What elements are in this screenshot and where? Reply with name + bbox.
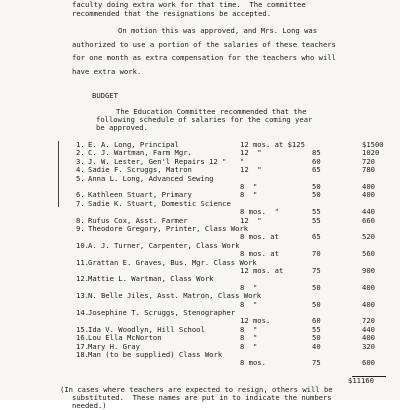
row-term: " (240, 156, 245, 166)
intro-line-4: authorized to use a portion of the salaries of these teachers (72, 40, 336, 49)
intro-line-5: for one month as extra compensation for the teachers who will (72, 53, 336, 62)
row-amount: 440 (362, 207, 375, 217)
row-number: 17. (76, 341, 89, 351)
row-rate: 65 (312, 232, 321, 242)
footnote-line-3: needed.) (72, 401, 107, 410)
row-amount: 660 (362, 215, 375, 225)
intro-line-1: faculty doing extra work for that time. The committee (72, 0, 306, 9)
budget-heading: BUDGET (92, 91, 118, 100)
row-number: 15. (76, 324, 89, 334)
row-amount: 780 (362, 165, 375, 175)
row-name: Ida V. Woodlyn, Hill School (88, 324, 205, 334)
row-number: 10. (76, 240, 89, 250)
margin-bracket (58, 141, 59, 207)
row-rate: 50 (312, 282, 321, 292)
row-term: 8 " (240, 333, 258, 343)
row-number: 8. (76, 215, 85, 225)
footnote-line-1: (In cases where teachers are expected to resign, others will be (60, 385, 333, 394)
row-name: Sadie F. Scruggs, Matron (88, 165, 192, 175)
row-rate: 70 (312, 249, 321, 259)
row-name: Anna L. Long, Advanced Sewing (88, 173, 214, 183)
row-name: Grattan E. Graves, Bus. Mgr. Class Work (88, 257, 257, 267)
row-term: 8 " (240, 341, 258, 351)
row-term: 12 mos. at (240, 266, 284, 275)
row-amount: 400 (362, 333, 375, 343)
row-term: 12 mos. (240, 316, 271, 326)
row-term: 8 " (240, 190, 258, 200)
row-number: 6. (76, 190, 85, 200)
row-term: 8 " (240, 282, 258, 292)
row-term: 8 mos. at (240, 249, 279, 259)
row-name: E. A. Long, Principal (88, 140, 179, 149)
row-name: N. Belle Jiles, Asst. Matron, Class Work (88, 291, 262, 301)
row-term: 8 mos. " (240, 207, 279, 217)
row-rate: 50 (312, 333, 321, 343)
row-rate: 75 (312, 266, 321, 275)
row-rate: 60 (312, 316, 321, 326)
row-name: A. J. Turner, Carpenter, Class Work (88, 240, 240, 250)
row-amount: 900 (362, 266, 375, 275)
row-term: 12 " (240, 148, 262, 158)
row-term: 8 " (240, 324, 258, 334)
row-rate: 75 (312, 358, 321, 368)
row-rate: 55 (312, 324, 321, 334)
row-amount: 400 (362, 190, 375, 200)
row-number: 13. (76, 291, 89, 301)
row-name: Mary H. Gray (88, 341, 140, 351)
row-number: 1. (76, 140, 85, 149)
budget-desc-1: The Education Committee recommended that the (116, 107, 307, 116)
row-amount: $1500 (362, 140, 384, 149)
row-number: 3. (76, 156, 85, 166)
row-amount: 400 (362, 299, 375, 309)
row-name: Mattie L. Wartman, Class Work (88, 274, 214, 284)
row-term: 12 " (240, 165, 262, 175)
row-rate: 40 (312, 341, 321, 351)
row-number: 14. (76, 308, 89, 317)
row-rate: 50 (312, 190, 321, 200)
row-name: Theodore Gregory, Printer, Class Work (88, 224, 249, 233)
row-amount: 400 (362, 282, 375, 292)
total-amount: $11160 (348, 376, 374, 385)
row-number: 5. (76, 173, 85, 183)
row-term: 12 " (240, 215, 262, 225)
row-amount: 560 (362, 249, 375, 259)
row-term: 8 mos. at (240, 232, 279, 242)
intro-line-3: On motion this was approved, and Mrs. Long was (118, 26, 318, 35)
row-number: 12. (76, 274, 89, 284)
row-rate: 50 (312, 299, 321, 309)
row-amount: 520 (362, 232, 375, 242)
row-name: J. W. Lester, Gen'l Repairs 12 " (88, 156, 227, 166)
row-rate: 55 (312, 207, 321, 217)
row-name: Kathleen Stuart, Primary (88, 190, 192, 200)
footnote-line-2: substituted. These names are put in to indicate the numbers (72, 393, 332, 402)
row-amount: 1020 (362, 148, 380, 158)
budget-desc-2: following schedule of salaries for the coming year (96, 115, 313, 124)
row-number: 11. (76, 257, 89, 267)
row-number: 18. (76, 350, 89, 359)
row-name: C. J. Wartman, Farm Mgr. (88, 148, 192, 158)
row-rate: 65 (312, 165, 321, 175)
row-term: 12 mos. at $125 (240, 140, 305, 149)
row-rate: 60 (312, 156, 321, 166)
row-amount: 720 (362, 156, 375, 166)
row-amount: 600 (362, 358, 375, 368)
row-rate: 85 (312, 148, 321, 158)
row-name: Lou Ella McNorton (88, 333, 162, 343)
row-name: Josephine T. Scruggs, Stenographer (88, 308, 236, 317)
row-amount: 440 (362, 324, 375, 334)
row-name: Man (to be supplied) Class Work (88, 350, 223, 359)
row-number: 2. (76, 148, 85, 158)
row-term: 8 mos. (240, 358, 266, 368)
row-amount: 720 (362, 316, 375, 326)
intro-line-2: recommended that the resignations be accepted. (72, 9, 272, 18)
row-rate: 50 (312, 182, 321, 191)
row-amount: 320 (362, 341, 375, 351)
row-term: 8 " (240, 182, 258, 191)
row-number: 16. (76, 333, 89, 343)
intro-line-6: have extra work. (72, 67, 142, 76)
row-number: 4. (76, 165, 85, 175)
row-number: 9. (76, 224, 85, 233)
row-rate: 55 (312, 215, 321, 225)
row-name: Rufus Cox, Asst. Farmer (88, 215, 188, 225)
row-term: 8 " (240, 299, 258, 309)
row-number: 7. (76, 198, 85, 208)
row-name: Sadie K. Stuart, Domestic Science (88, 198, 231, 208)
row-amount: 400 (362, 182, 375, 191)
budget-desc-3: be approved. (96, 123, 148, 132)
